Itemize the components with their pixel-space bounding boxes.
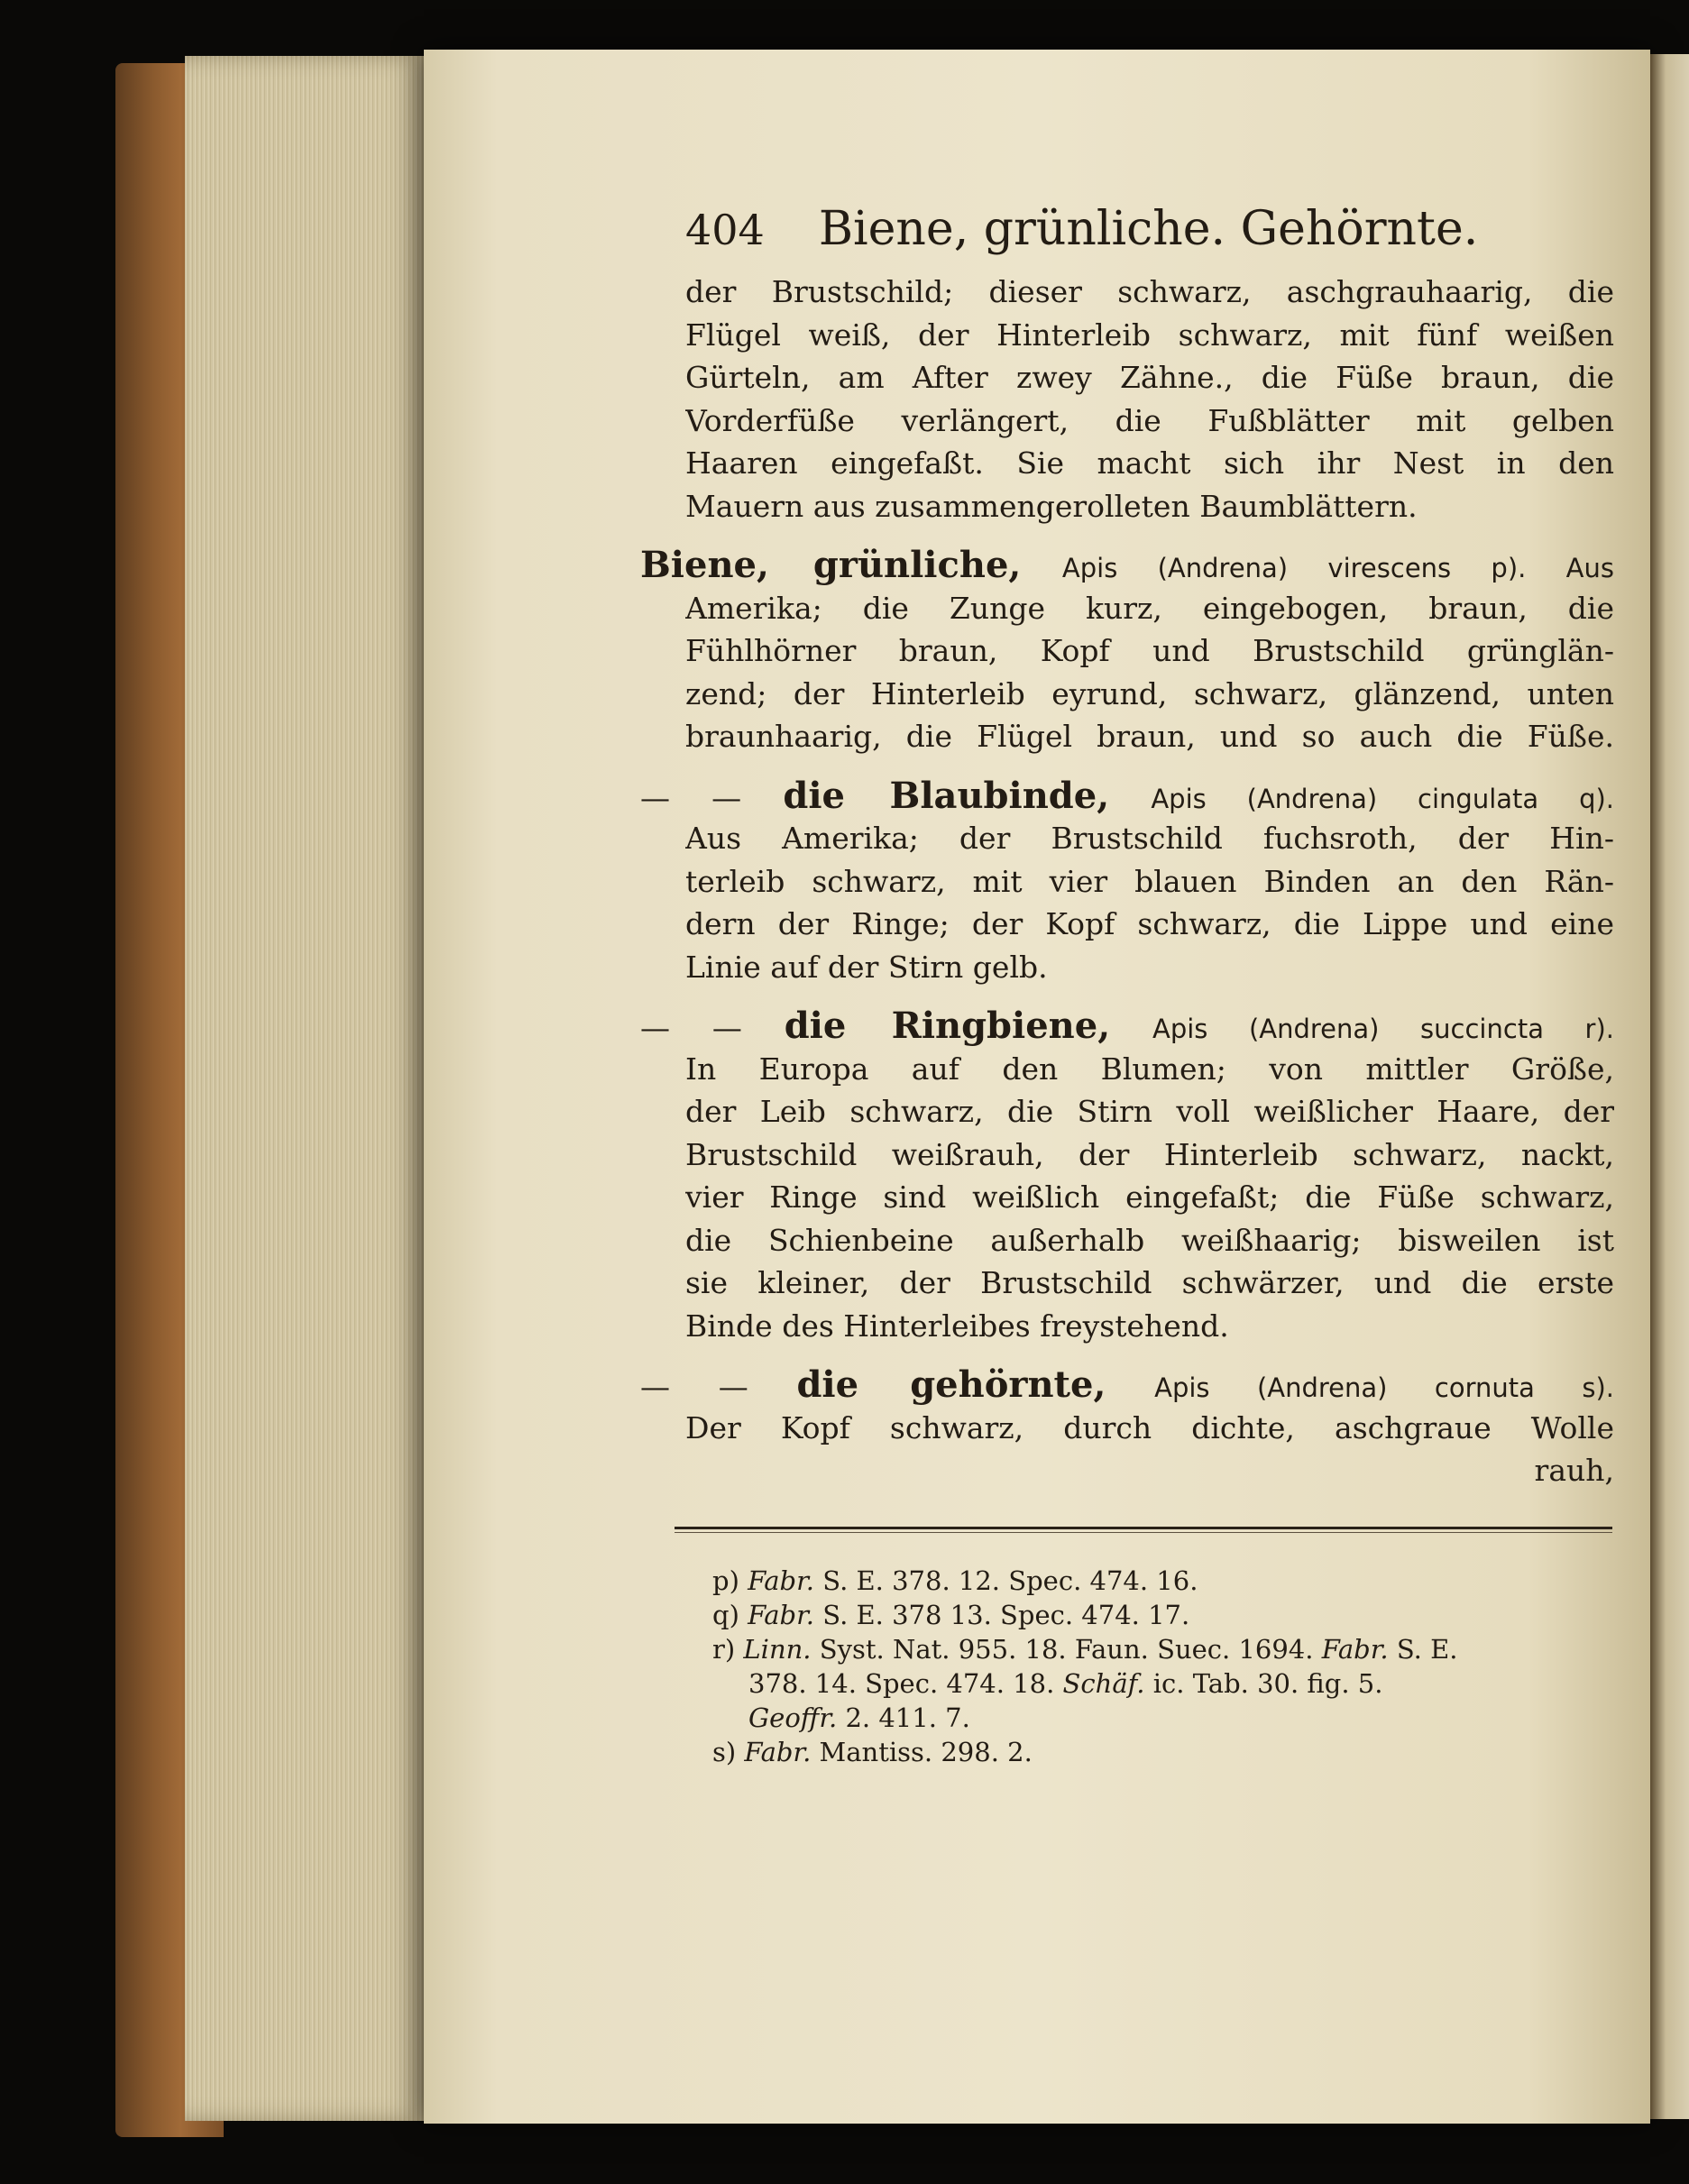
footnote-text: S. E. 378 13. Spec. 474. 17. (822, 1599, 1190, 1630)
footnote-source: Geoffr. (748, 1702, 838, 1733)
text-line: braunhaarig, die Flügel braun, und so auch die Füße. (685, 719, 1614, 754)
text-line: dern der Ringe; der Kopf schwarz, die Lippe und eine (685, 906, 1614, 941)
ditto-dashes: — — (640, 1010, 742, 1045)
footnote-text: Mantiss. 298. 2. (819, 1736, 1033, 1767)
entry-heading-line (640, 775, 1614, 818)
text-line: Linie auf der Stirn gelb. (685, 949, 1048, 985)
lemma: die Ringbiene, (784, 1005, 1111, 1047)
page-block-edges (185, 56, 428, 2121)
ditto-dashes: — — (640, 779, 742, 815)
entry-continuation (685, 271, 1614, 528)
footnotes (685, 1564, 1614, 1769)
footnote-mark: s) (712, 1736, 737, 1767)
text-line: die Schienbeine außerhalb weißhaarig; bisweilen ist (685, 1222, 1614, 1258)
text-line: sie kleiner, der Brustschild schwärzer, und die erste (685, 1265, 1614, 1300)
page-number: 404 (685, 206, 765, 254)
entry-gehoernte (640, 1363, 1614, 1492)
footnote-text: ic. Tab. 30. fig. 5. (1152, 1667, 1383, 1699)
latin-name: Apis (Andrena) succincta r). (1152, 1014, 1614, 1044)
text-line: zend; der Hinterleib eyrund, schwarz, glänzend, unten (685, 675, 1614, 711)
lemma: Biene, grünliche, (640, 544, 1022, 586)
rule-thin (675, 1532, 1612, 1533)
latin-name: Apis (Andrena) cingulata q). (1151, 783, 1614, 814)
lemma: die gehörnte, (796, 1363, 1106, 1406)
entry-heading-line (640, 544, 1614, 587)
entry-blaubinde (640, 774, 1614, 989)
footnote (712, 1564, 1614, 1598)
footnote-text: S. E. 378. 12. Spec. 474. 16. (822, 1565, 1198, 1596)
entry-heading-line (640, 1363, 1614, 1407)
facing-page-edge (1650, 54, 1689, 2119)
text-line: vier Ringe sind weißlich eingefaßt; die Füße schwarz, (685, 1179, 1614, 1215)
catchword: rauh, (1534, 1453, 1614, 1488)
footnote-source: Schäf. (1062, 1667, 1145, 1699)
footnote-source: Fabr. (748, 1565, 815, 1596)
rule-thick (675, 1527, 1612, 1529)
lemma: die Blaubinde, (783, 774, 1110, 817)
footnote-mark: q) (712, 1599, 739, 1630)
text-line: Aus Amerika; der Brustschild fuchsroth, der Hin- (685, 821, 1614, 856)
text-line: der Brustschild; dieser schwarz, aschgrauhaarig, die (685, 274, 1614, 309)
text-line: Amerika; die Zunge kurz, eingebogen, braun, die (685, 590, 1614, 626)
footnote-rule (675, 1527, 1612, 1533)
text-line: Haaren eingefaßt. Sie macht sich ihr Nest in den (685, 445, 1614, 481)
text-line: Flügel weiß, der Hinterleib schwarz, mit fünf weißen (685, 317, 1614, 353)
footnote-text: 378. 14. Spec. 474. 18. (748, 1667, 1055, 1699)
text-line: Mauern aus zusammengerolleten Baumblättern. (685, 488, 1418, 524)
page-text (640, 188, 1614, 1769)
latin-name: Apis (Andrena) virescens p). Aus (1061, 553, 1614, 583)
entry-heading-line (640, 1005, 1614, 1048)
running-head (685, 188, 1614, 271)
text-line: Binde des Hinterleibes freystehend. (685, 1308, 1229, 1344)
text-line: der Leib schwarz, die Stirn voll weißlicher Haare, der (685, 1094, 1614, 1129)
footnote-continuation (712, 1666, 1614, 1701)
footnote (712, 1632, 1614, 1666)
footnote (712, 1735, 1614, 1769)
footnote-mark: r) (712, 1633, 736, 1665)
footnote-continuation (712, 1701, 1614, 1735)
footnote (712, 1598, 1614, 1632)
footnote-mark: p) (712, 1565, 739, 1596)
entry-ringbiene (640, 1005, 1614, 1347)
ditto-dashes: — — (640, 1369, 748, 1404)
text-line: In Europa auf den Blumen; von mittler Größe, (685, 1051, 1614, 1087)
text-line: Der Kopf schwarz, durch dichte, aschgraue Wolle (685, 1409, 1614, 1445)
text-line: terleib schwarz, mit vier blauen Binden an den Rän- (685, 863, 1614, 899)
footnote-text: S. E. (1396, 1633, 1458, 1665)
text-line: Vorderfüße verlängert, die Fußblätter mit gelben (685, 402, 1614, 438)
entry-biene-gruenliche (640, 544, 1614, 758)
text-line: Fühlhörner braun, Kopf und Brustschild grünglän- (685, 633, 1614, 668)
footnote-source: Fabr. (748, 1599, 815, 1630)
footnote-source: Fabr. (1321, 1633, 1389, 1665)
text-line: Brustschild weißrauh, der Hinterleib schwarz, nackt, (685, 1136, 1614, 1172)
running-title: Biene, grünliche. Gehörnte. (818, 202, 1479, 256)
footnote-text: 2. 411. 7. (845, 1702, 970, 1733)
latin-name: Apis (Andrena) cornuta s). (1154, 1372, 1614, 1403)
footnote-source: Fabr. (744, 1736, 812, 1767)
footnote-text: Syst. Nat. 955. 18. Faun. Suec. 1694. (819, 1633, 1314, 1665)
footnote-source: Linn. (743, 1633, 812, 1665)
text-line: Gürteln, am After zwey Zähne., die Füße braun, die (685, 360, 1614, 395)
